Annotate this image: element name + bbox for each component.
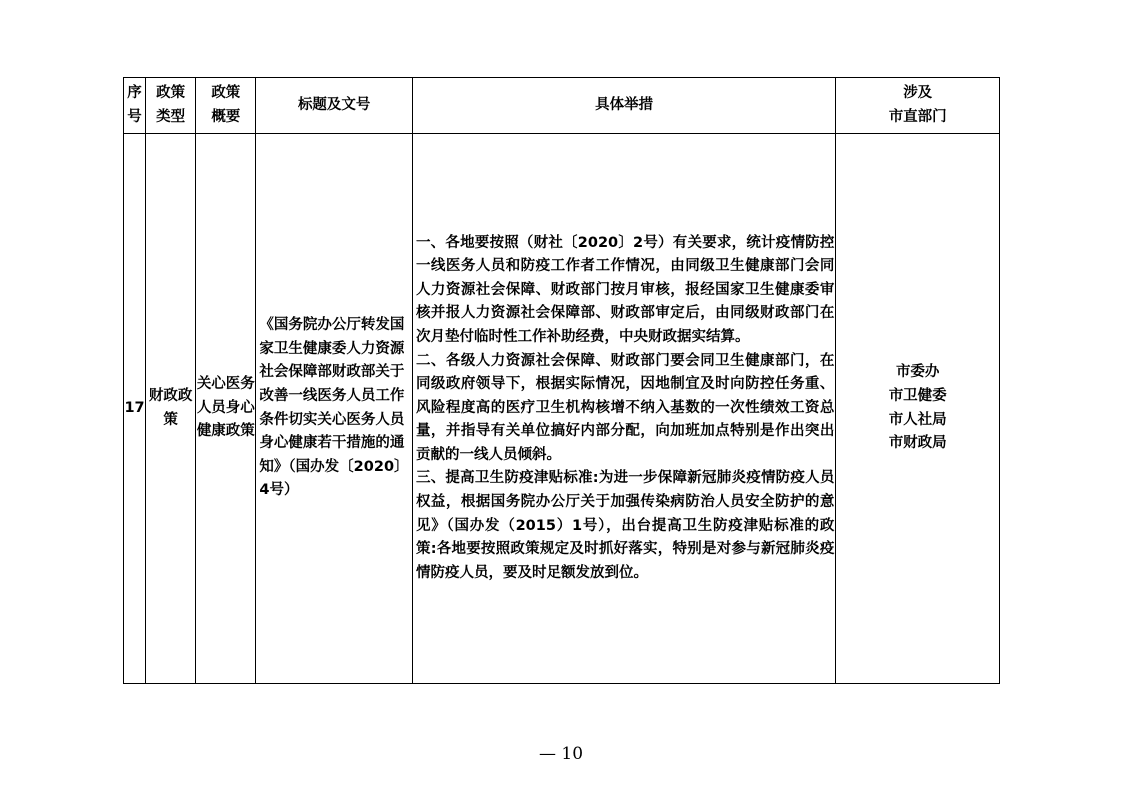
header-summary-line-2: 概要 [211, 108, 241, 125]
header-policy-summary [196, 78, 256, 134]
header-type-line-2: 类型 [156, 108, 186, 125]
department-item: 市人社局 [888, 411, 947, 428]
measure-item-1: 一、各地要按照（财社〔2020〕2号）有关要求，统计疫情防控一线医务人员和防疫工作者工作情况，由同级卫生健康部门会同人力资源社会保障、财政部门按月审核，报经国家卫生健康委审核并报人力资源社会保障部、财政部审定后，由同级财政部门在次月垫付临时性工作补助经费，中央财政据实结算。 [415, 234, 835, 345]
header-title [256, 78, 413, 134]
table-row [124, 134, 1000, 684]
row-number: 17 [124, 134, 146, 684]
measures-cell [412, 134, 835, 684]
department-item: 市财政局 [888, 435, 947, 452]
policy-table [123, 77, 1000, 684]
header-title-text: 标题及文号 [297, 96, 371, 113]
header-measures-text: 具体举措 [595, 96, 654, 113]
header-no [124, 78, 146, 134]
page-number: — 10 [538, 744, 584, 764]
header-type-line-1: 政策 [156, 84, 186, 101]
policy-summary-cell: 关心医务人员身心健康政策 [196, 134, 256, 684]
header-summary-line-1: 政策 [211, 84, 241, 101]
department-item: 市委办 [895, 364, 940, 381]
header-departments [836, 78, 1000, 134]
policy-type-cell: 财政政策 [146, 134, 196, 684]
header-policy-type [146, 78, 196, 134]
header-dept-line-1: 涉及 [903, 84, 933, 101]
measure-item-3: 三、提高卫生防疫津贴标准:为进一步保障新冠肺炎疫情防疫人员权益，根据国务院办公厅关于加强传染病防治人员安全防护的意见》（国办发（2015）1号），出台提高卫生防疫津贴标准的政策:各地要按照政策规定及时抓好落实，特别是对参与新冠肺炎疫情防疫人员，要及时足额发放到位。 [415, 470, 835, 581]
header-no-line-2: 号 [127, 108, 142, 125]
header-no-line-1: 序 [127, 84, 142, 101]
header-dept-line-2: 市直部门 [888, 108, 947, 125]
departments-cell [836, 134, 1000, 684]
header-measures [412, 78, 835, 134]
measure-item-2: 二、各级人力资源社会保障、财政部门要会同卫生健康部门，在同级政府领导下，根据实际情况，因地制宜及时向防控任务重、风险程度高的医疗卫生机构核增不纳入基数的一次性绩效工资总量，并指导有关单位搞好内部分配，向加班加点特别是作出突出贡献的一线人员倾斜。 [415, 352, 835, 463]
policy-title-cell: 《国务院办公厅转发国家卫生健康委人力资源社会保障部财政部关于改善一线医务人员工作条件切实关心医务人员身心健康若干措施的通知》（国办发〔2020〕4号） [256, 134, 413, 684]
department-item: 市卫健委 [888, 387, 947, 404]
header-row [124, 78, 1000, 134]
